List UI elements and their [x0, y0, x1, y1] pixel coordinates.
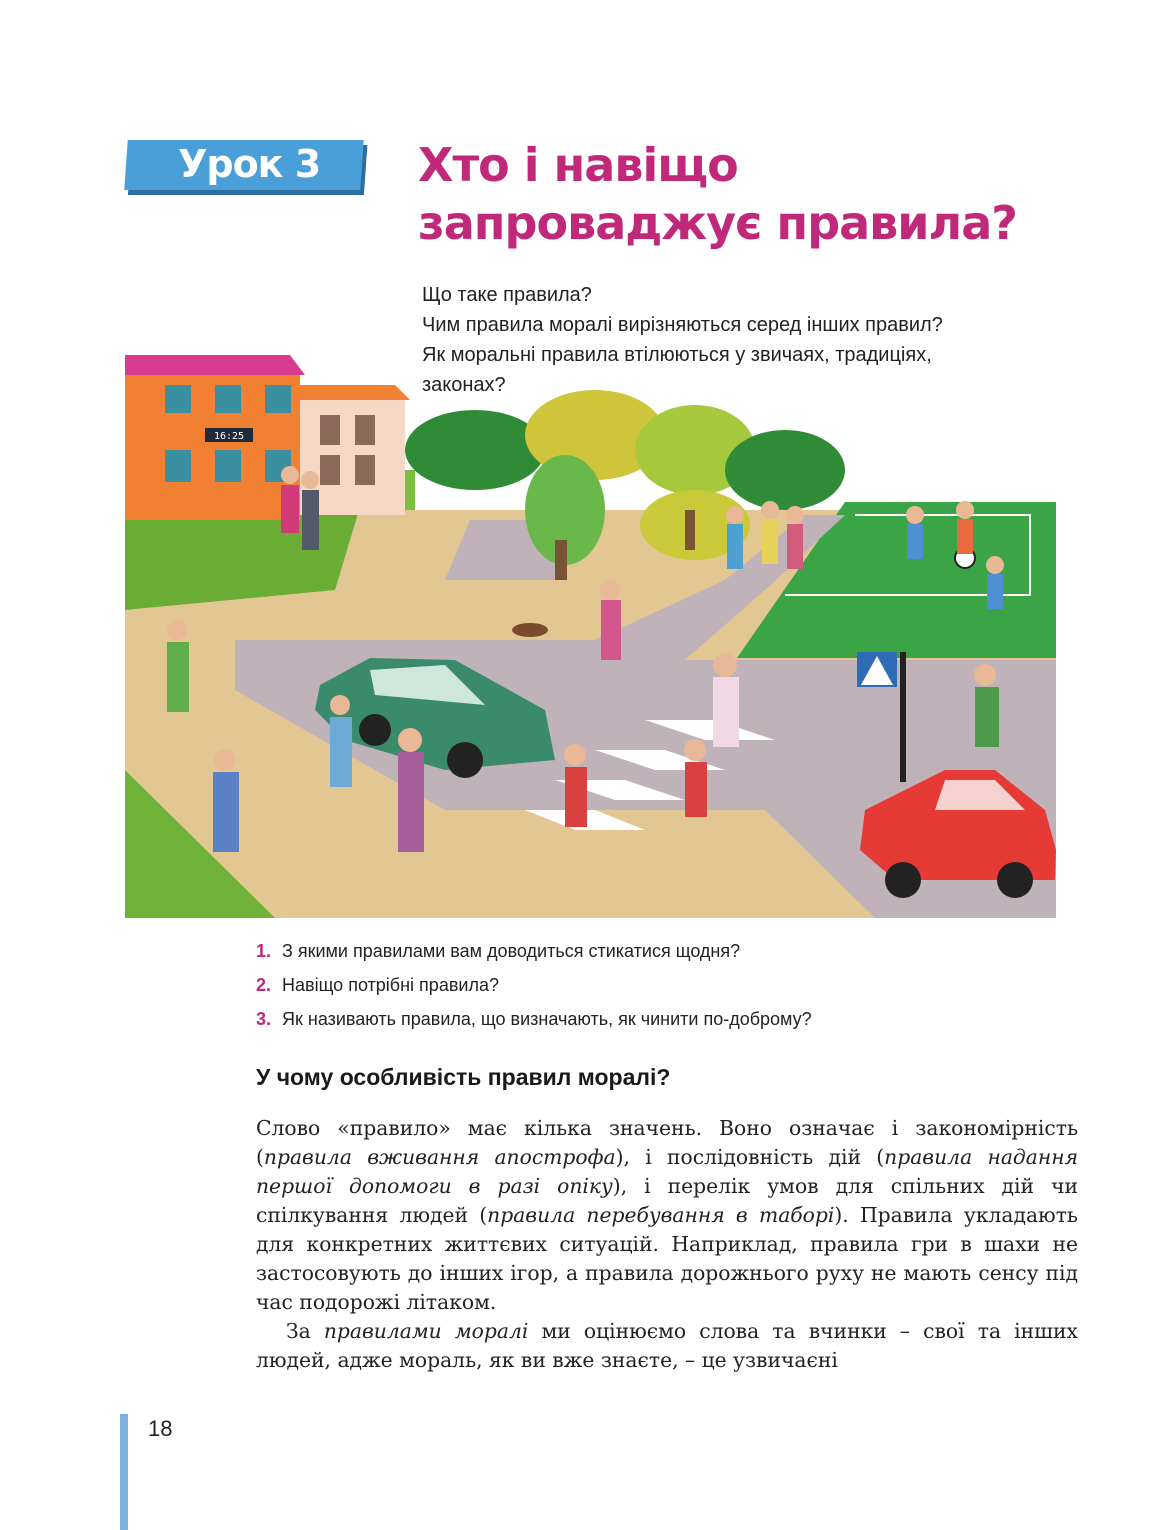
intro-question: Що таке правила?	[422, 284, 592, 306]
page-margin-bar	[120, 1414, 128, 1530]
italic-example: правила перебування в таборі	[487, 1203, 835, 1227]
task-text: З якими правилами вам доводиться стикатися щодня?	[282, 941, 741, 961]
task-item	[256, 968, 812, 1002]
task-text: Як називають правила, що визначають, як чинити по-доброму?	[282, 1009, 812, 1029]
task-list	[256, 934, 812, 1036]
italic-term: правилами моралі	[323, 1319, 529, 1343]
street-scene-illustration	[125, 340, 1056, 918]
intro-question: законах?	[422, 374, 506, 396]
lesson-badge	[124, 140, 363, 190]
text-run: За	[286, 1319, 324, 1343]
lesson-badge-label: Урок 3	[178, 142, 321, 186]
school-building	[125, 355, 305, 520]
clock-display: 16:25	[213, 431, 245, 442]
section-heading: У чому особливість правил моралі?	[256, 1064, 671, 1090]
task-number: 1.	[256, 941, 272, 961]
task-item	[256, 1002, 812, 1036]
intro-question: Чим правила моралі вирізняються серед інших правил?	[422, 314, 943, 336]
task-text: Навіщо потрібні правила?	[282, 975, 499, 995]
paragraph	[256, 1114, 1078, 1317]
italic-example: правила вживання апострофа	[263, 1145, 616, 1169]
page-number: 18	[148, 1416, 173, 1441]
text-run: Слово «правило» має кілька значень. Воно означає і закономірність (	[256, 1116, 1078, 1169]
text-run: ). Правила укладають для конкретних життєвих ситуацій. Наприклад, правила гри в шахи не застосовують до інших ігор, а правила дорожнього руху не мають сенсу під час подорожі літаком.	[256, 1203, 1078, 1314]
task-number: 3.	[256, 1009, 272, 1029]
body-text	[256, 1114, 1078, 1375]
lesson-title-line1: Хто і навіщо	[418, 138, 738, 192]
lesson-title-line2: запроваджує правила?	[418, 196, 1017, 250]
text-run: ), і перелік умов для спільних дій чи спілкування людей (	[256, 1174, 1078, 1227]
intro-question: Як моральні правила втілюються у звичаях, традиціях,	[422, 344, 932, 366]
text-run: ми оцінюємо слова та вчинки – свої та інших людей, адже мораль, як ви вже знаєте, – це узвичаєні	[256, 1319, 1078, 1372]
paragraph	[256, 1317, 1078, 1375]
task-item	[256, 934, 812, 968]
lesson-title	[418, 136, 1038, 252]
italic-example: правила надання першої допомоги в разі опіку	[256, 1145, 1079, 1198]
text-run: ), і послідовність дій (	[615, 1145, 885, 1169]
dog	[512, 623, 548, 637]
task-number: 2.	[256, 975, 272, 995]
